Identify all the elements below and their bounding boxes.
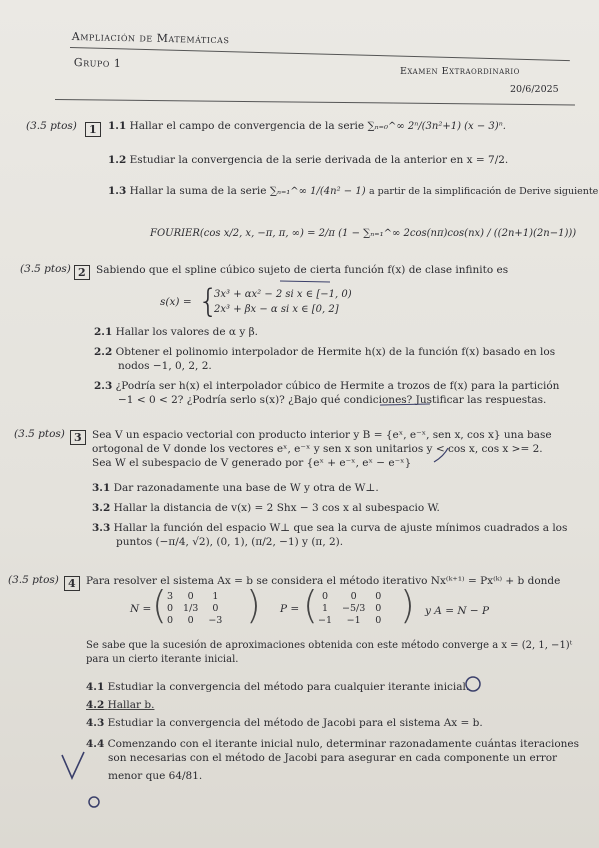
problem-2-number: 2 [74,265,90,280]
item-4-1: 4.1 Estudiar la convergencia del método para cualquier iterante inicial. [86,681,470,693]
item-3-1: 3.1 Dar razonadamente una base de W y otra de W⊥. [92,482,379,494]
matrix-cell: 0 [167,602,174,614]
matrix-n-label: N = [130,603,152,615]
problem-2-intro: Sabiendo que el spline cúbico sujeto de cierta función f(x) de clase infinito es [96,264,509,276]
problem-3-intro: Sea V un espacio vectorial con producto interior y B = {eˣ, e⁻ˣ, sen x, cos x} una base [92,429,552,441]
series-formula-2: ∑ₙ₌₁^∞ 1/(4n² − 1) [269,186,366,197]
matrix-p-bracket-left: ( [303,583,318,627]
hand-tick-mark [434,448,448,462]
item-2-1: 2.1 Hallar los valores de α y β. [94,326,258,338]
hand-small-circle [89,797,99,807]
spline-label: s(x) = [160,296,192,308]
matrix-p-label: P = [280,603,300,615]
matrix-cell: −1 [346,614,361,626]
exam-type: Examen Extraordinario [400,66,520,77]
matrix-cell: 0 [187,614,194,626]
matrix-p-bracket-right: ) [400,583,415,627]
item-3-2: 3.2 Hallar la distancia de v(x) = 2 Shx − 3 cos x al subespacio W. [92,502,440,514]
matrix-cell: −1 [318,614,333,626]
problem-1-number: 1 [85,122,101,137]
matrix-n-bracket-right: ) [246,583,261,627]
item-1-2: 1.2 Estudiar la convergencia de la serie derivada de la anterior en x = 7/2. [108,154,509,166]
matrix-cell: −5/3 [342,602,366,614]
matrix-cell: 0 [375,614,382,626]
item-4-4: 4.4 Comenzando con el iterante inicial nulo, determinar razonadamente cuántas iteraciones [86,738,580,750]
spline-row-1: 3x³ + αx² − 2 si x ∈ [−1, 0) [214,289,352,300]
hand-check-mark [62,752,84,778]
matrix-cell: 1 [321,602,329,614]
problem-4-intro: Para resolver el sistema Ax = b se considera el método iterativo Nx⁽ᵏ⁺¹⁾ = Px⁽ᵏ⁾ + b donde [86,575,561,587]
problem-4-points: (3.5 ptos) [8,574,59,586]
matrix-cell: 0 [187,590,194,602]
matrix-cell: 0 [167,614,174,626]
series-formula-1: ∑ₙ₌₀^∞ 2ⁿ/(3n²+1) (x − 3)ⁿ. [367,121,506,132]
spline-row-2: 2x³ + βx − α si x ∈ [0, 2] [214,304,339,315]
problem-3-number: 3 [70,430,86,445]
item-1-3: 1.3 Hallar la suma de la serie ∑ₙ₌₁^∞ 1/(4n² − 1) a partir de la simplificación de Derive siguiente [108,185,599,197]
problem-4-note: Se sabe que la sucesión de aproximaciones obtenida con este método converge a x = (2, 1, −1)ᵗ [86,640,573,651]
hand-underline-condiciones [380,404,430,405]
relation-a: y A = N − P [425,605,490,617]
problem-4-number: 4 [64,576,80,591]
matrix-cell: 3 [167,590,174,602]
course-title: Ampliación de Matemáticas [71,30,230,47]
spline-brace: { [198,282,219,320]
problem-2-points: (3.5 ptos) [20,263,71,275]
hand-circle-mark [466,677,480,691]
matrix-cell: 0 [321,590,329,602]
matrix-cell: 0 [212,602,219,614]
exam-date: 20/6/2025 [510,84,559,95]
item-4-2: 4.2 Hallar b. [86,699,155,711]
matrix-cell: 1/3 [183,602,199,614]
problem-1-points: (3.5 ptos) [26,120,77,132]
matrix-cell: 0 [350,590,357,602]
item-1-1: 1.1 Hallar el campo de convergencia de la serie ∑ₙ₌₀^∞ 2ⁿ/(3n²+1) (x − 3)ⁿ. [108,120,506,132]
item-2-3: 2.3 ¿Podría ser h(x) el interpolador cúbico de Hermite a trozos de f(x) para la partición [94,380,560,392]
matrix-cell: 0 [375,590,382,602]
item-3-3: 3.3 Hallar la función del espacio W⊥ que sea la curva de ajuste mínimos cuadrados a los [92,522,568,534]
hand-underline-sujeto [280,281,330,282]
exam-sheet: Ampliación de Matemáticas Grupo 1 Examen Extraordinario 20/6/2025 (3.5 ptos) 1 1.1 Hallar el campo de convergencia de la serie ∑ₙ₌₀^∞ 2ⁿ/(3n²+1) (x − 3)ⁿ. 1.2 Estudiar la convergencia de la serie derivada de la anterior en x = 7/2. 1.3 Hallar la suma de la serie ∑ₙ₌₁^∞ 1/(4n² − 1) a partir de la simplificación de Derive siguiente FOURIER(cos x/2, x, −π, π, ∞) = 2/π (1 − ∑ₙ₌₁^∞ 2cos(nπ)cos(nx) / ((2n+1)(2n−1))) (3.5 ptos) 2 Sabiendo que el spline cúbico sujeto de cierta función f(x) de clase infinito es s(x) = { 3x³ + αx² − 2 si x ∈ [−1, 0) 2x³ + βx − α si x ∈ [0, 2] 2.1 Hallar los valores de α y β. 2.2 Obtener el polinomio interpolador de Hermite h(x) de la función f(x) basado en los nodos −1, 0, 2, 2. 2.3 ¿Podría ser h(x) el interpolador cúbico de Hermite a trozos de f(x) para la partición −1 < 0 < 2? ¿Podría serlo s(x)? ¿Bajo qué condiciones? Justificar las respuestas. (3.5 ptos) 3 Sea V un espacio vectorial con producto interior y B = {eˣ, e⁻ˣ, sen x, cos x} una base ortogonal de V donde los vectores eˣ, e⁻ˣ y sen x son unitarios y < cos x, cos x >= 2. Sea W el subespacio de V generado por {eˣ + e⁻ˣ, eˣ − e⁻ˣ} 3.1 Dar razonadamente una base de W y otra de W⊥. 3.2 Hallar la distancia de v(x) = 2 Shx − 3 cos x al subespacio W. 3.3 Hallar la función del espacio W⊥ que sea la curva de ajuste mínimos cuadrados a los puntos (−π/4, √2), (0, 1), (π/2, −1) y (π, 2). (3.5 ptos) 4 Para resolver el sistema Ax = b se considera el método iterativo Nx⁽ᵏ⁺¹⁾ = Px⁽ᵏ⁾ + b donde N = ( 3 0 1 0 1/3 0 0 0 −3 ) P = ( 0 0 0 1 −5/3 0 −1 −1 0 ) y A = N − P Se sabe que la sucesión de aproximaciones obtenida con este método converge a x = (2, 1, −1)ᵗ para un cierto iterante inicial. 4.1 Estudiar la convergencia del método para cualquier iterante inicial. 4.2 Hallar b. 4.3 Estudiar la convergencia del método de Jacobi para el sistema Ax = b. 4.4 Comenzando con el iterante inicial nulo, determinar razonadamente cuántas iteraciones son necesarias con el método de Jacobi para asegurar en cada componente un error menor que 64/81. [0,0,599,848]
problem-3-points: (3.5 ptos) [14,428,65,440]
group-label: Grupo 1 [73,56,122,70]
item-4-3: 4.3 Estudiar la convergencia del método de Jacobi para el sistema Ax = b. [86,717,483,729]
matrix-cell: −3 [208,614,223,626]
matrix-n-bracket-left: ( [152,583,167,627]
fourier-formula: FOURIER(cos x/2, x, −π, π, ∞) = 2/π (1 − ∑ₙ₌₁^∞ 2cos(nπ)cos(nx) / ((2n+1)(2n−1))) [150,228,577,239]
item-2-2: 2.2 Obtener el polinomio interpolador de Hermite h(x) de la función f(x) basado en los [94,346,556,358]
matrix-cell: 1 [212,590,219,602]
matrix-cell: 0 [375,602,382,614]
